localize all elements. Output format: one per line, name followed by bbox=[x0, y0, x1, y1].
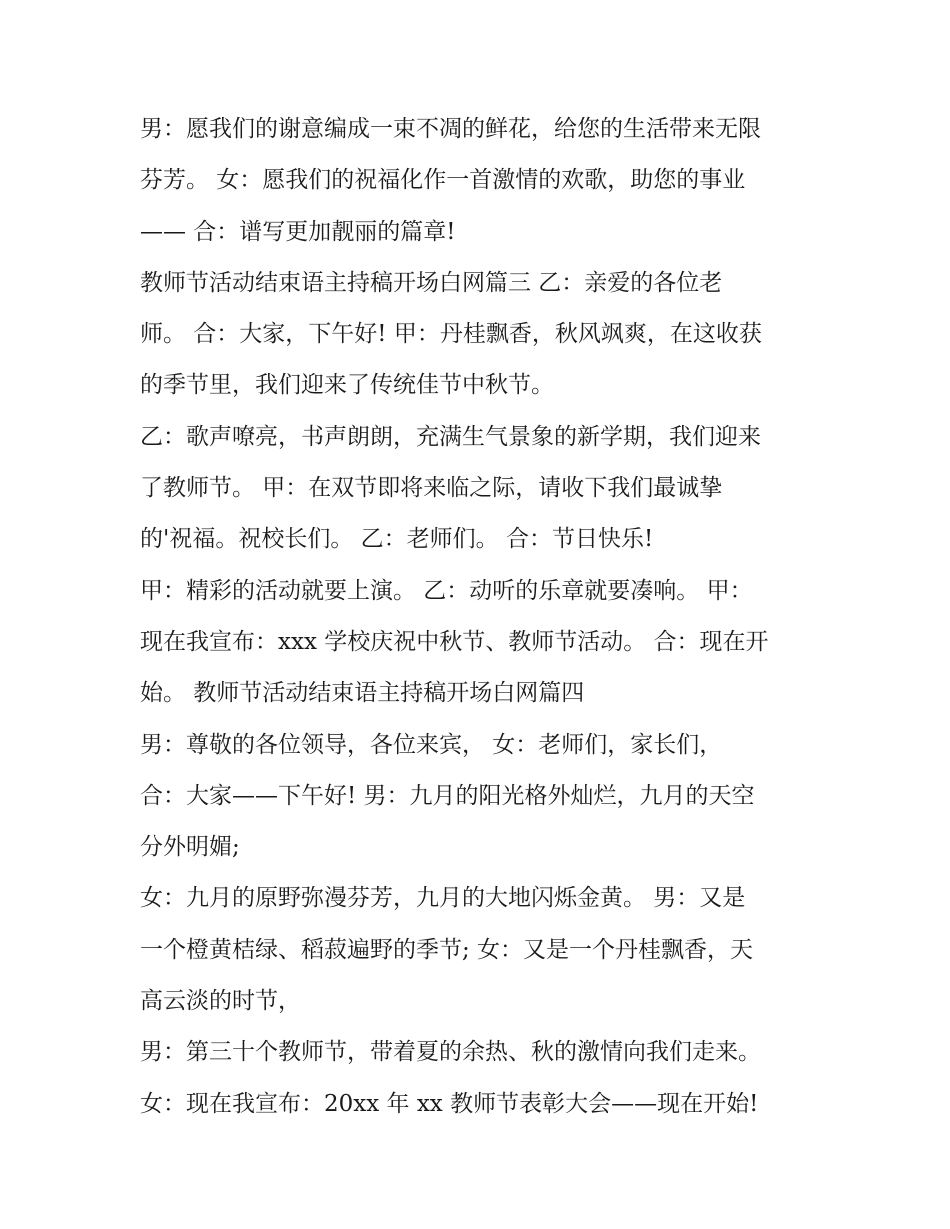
text-line: 芬芳。 女：愿我们的祝福化作一首激情的欢歌，助您的事业 bbox=[140, 167, 746, 194]
text-line: 合：大家——下午好! 男：九月的阳光格外灿烂，九月的天空 bbox=[140, 782, 755, 809]
text-line: 始。 教师节活动结束语主持稿开场白网篇四 bbox=[140, 680, 585, 707]
text-line: 的季节里，我们迎来了传统佳节中秋节。 bbox=[140, 372, 554, 399]
text-line: 一个橙黄桔绿、稻菽遍野的季节; 女：又是一个丹桂飘香，天 bbox=[140, 936, 754, 963]
text-line: 乙：歌声嘹亮，书声朗朗，充满生气景象的新学期，我们迎来 bbox=[140, 423, 761, 450]
document-body bbox=[140, 104, 830, 1130]
text-line: 的'祝福。祝校长们。 乙：老师们。 合：节日快乐! bbox=[140, 526, 654, 553]
text-line: 高云淡的时节， bbox=[140, 988, 301, 1015]
text-line: 男：尊敬的各位领导，各位来宾， 女：老师们，家长们， bbox=[140, 731, 723, 758]
text-line: 女：现在我宣布：20xx 年 xx 教师节表彰大会——现在开始! bbox=[140, 1090, 759, 1117]
text-line: 了教师节。 甲：在双节即将来临之际，请收下我们最诚挚 bbox=[140, 475, 723, 502]
text-line: 现在我宣布：xxx 学校庆祝中秋节、教师节活动。 合：现在开 bbox=[140, 628, 769, 655]
text-line: 女：九月的原野弥漫芬芳，九月的大地闪烁金黄。 男：又是 bbox=[140, 885, 746, 912]
text-line: 教师节活动结束语主持稿开场白网篇三 乙：亲爱的各位老 bbox=[140, 269, 723, 296]
text-line: —— 合：谱写更加靓丽的篇章! bbox=[140, 218, 456, 245]
text-line: 男：愿我们的谢意编成一束不凋的鲜花，给您的生活带来无限 bbox=[140, 116, 761, 142]
text-line: 分外明媚; bbox=[140, 834, 240, 861]
text-line: 师。 合：大家，下午好! 甲：丹桂飘香，秋风飒爽，在这收获 bbox=[140, 321, 762, 348]
text-line: 甲：精彩的活动就要上演。 乙：动听的乐章就要凑响。 甲： bbox=[140, 577, 753, 604]
text-line: 男：第三十个教师节，带着夏的余热、秋的激情向我们走来。 bbox=[140, 1039, 761, 1066]
